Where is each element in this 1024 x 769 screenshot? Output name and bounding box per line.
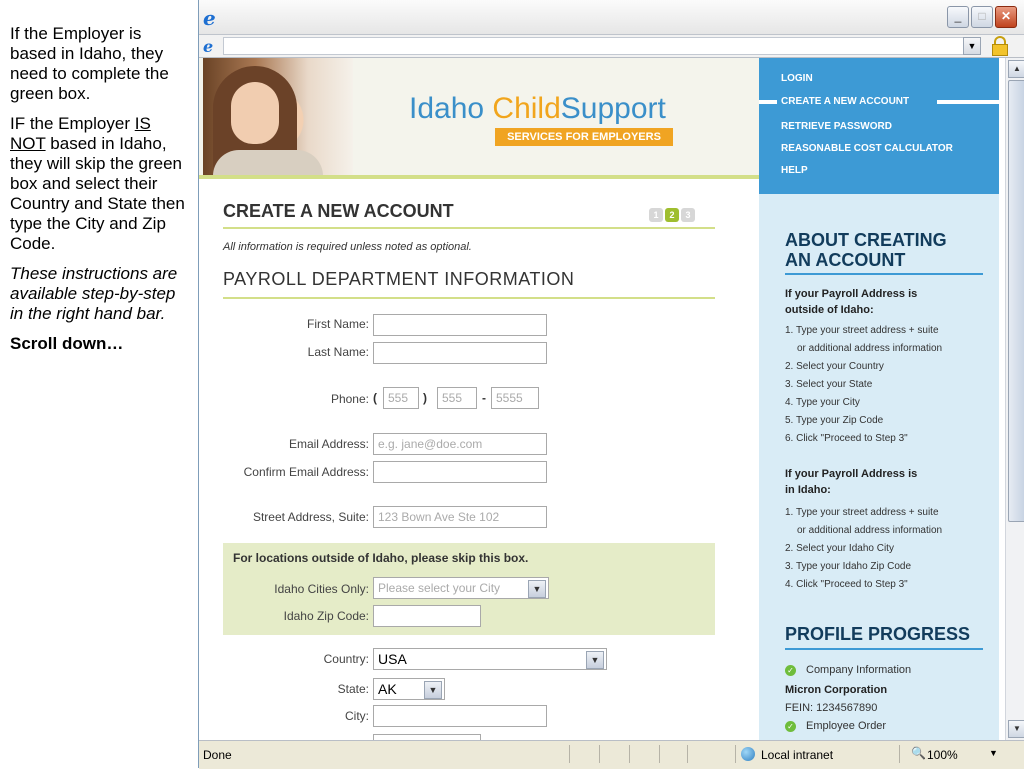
main-form bbox=[199, 179, 759, 740]
confirm-email-input[interactable] bbox=[373, 461, 547, 483]
address-bar bbox=[199, 35, 1024, 58]
progress-divider bbox=[785, 648, 983, 650]
status-divider bbox=[569, 745, 570, 763]
check-icon: ✓ bbox=[785, 721, 796, 732]
globe-icon bbox=[741, 747, 755, 761]
step-indicator bbox=[649, 205, 697, 223]
required-note: All information is required unless noted as optional. bbox=[223, 241, 472, 253]
about-title-line-2: AN ACCOUNT bbox=[785, 250, 906, 270]
services-badge: SERVICES FOR EMPLOYERS bbox=[495, 128, 673, 146]
scroll-down-button[interactable]: ▼ bbox=[1008, 720, 1024, 738]
list-item: 5. Type your Zip Code bbox=[785, 415, 884, 426]
phone-close-paren: ) bbox=[423, 391, 427, 405]
list-item: 4. Click "Proceed to Step 3" bbox=[785, 579, 908, 590]
last-name-input[interactable] bbox=[373, 342, 547, 364]
title-divider bbox=[223, 227, 715, 229]
about-title-line-1: ABOUT CREATING bbox=[785, 230, 947, 250]
page-title: CREATE A NEW ACCOUNT bbox=[223, 201, 454, 221]
top-nav bbox=[759, 58, 999, 194]
idaho-city-select[interactable] bbox=[373, 577, 549, 599]
idaho-zip-input[interactable] bbox=[373, 605, 481, 627]
nav-create-account[interactable]: CREATE A NEW ACCOUNT bbox=[781, 96, 913, 107]
page-content bbox=[199, 58, 1005, 740]
phone-prefix-input[interactable]: 555 bbox=[437, 387, 477, 409]
outside-heading-2: outside of Idaho: bbox=[785, 304, 874, 316]
street-label: Street Address, Suite: bbox=[252, 510, 369, 524]
maximize-button[interactable]: □ bbox=[971, 6, 993, 28]
step-1: 1 bbox=[649, 208, 663, 222]
chevron-down-icon: ▼ bbox=[528, 580, 546, 598]
zoom-level[interactable]: 100% bbox=[927, 748, 958, 762]
browser-window bbox=[198, 0, 1024, 768]
email-input[interactable]: e.g. jane@doe.com bbox=[373, 433, 547, 455]
lock-icon[interactable] bbox=[991, 36, 1007, 54]
list-item: 3. Type your Idaho Zip Code bbox=[785, 561, 912, 572]
step-3: 3 bbox=[681, 208, 695, 222]
company-info-label: Company Information bbox=[806, 664, 912, 676]
progress-title: PROFILE PROGRESS bbox=[785, 624, 971, 644]
list-item: or additional address information bbox=[797, 343, 943, 354]
phone-open-paren: ( bbox=[373, 391, 377, 405]
idaho-cities-label: Idaho Cities Only: bbox=[274, 582, 369, 596]
note-paragraph-1: If the Employer is based in Idaho, they need to complete the green box. bbox=[10, 24, 169, 103]
site-logo[interactable] bbox=[409, 92, 666, 126]
list-item: 1. Type your street address + suite bbox=[785, 507, 939, 518]
confirm-email-label: Confirm Email Address: bbox=[243, 465, 369, 479]
list-item: 3. Select your State bbox=[785, 379, 873, 390]
address-dropdown-button[interactable]: ▼ bbox=[963, 37, 981, 55]
list-item: 2. Select your Idaho City bbox=[785, 543, 894, 554]
step-2: 2 bbox=[665, 208, 679, 222]
first-name-label: First Name: bbox=[306, 317, 369, 331]
company-name: Micron Corporation bbox=[785, 684, 888, 696]
status-text: Done bbox=[203, 748, 232, 762]
site-header bbox=[199, 58, 759, 178]
zoom-icon[interactable]: 🔍 bbox=[911, 746, 926, 760]
section-title: PAYROLL DEPARTMENT INFORMATION bbox=[223, 269, 575, 289]
logo-child: Child bbox=[492, 92, 561, 125]
status-divider bbox=[735, 745, 736, 763]
list-item: 2. Select your Country bbox=[785, 361, 884, 372]
minimize-button[interactable]: _ bbox=[947, 6, 969, 28]
help-sidebar bbox=[759, 194, 999, 740]
first-name-input[interactable] bbox=[373, 314, 547, 336]
idaho-city-select-value: Please select your City bbox=[378, 581, 501, 595]
note-p2-post: based in Idaho, they will skip the green box and select their Country and State then type the City and Zip Code. bbox=[10, 134, 185, 253]
city-label: City: bbox=[345, 709, 369, 723]
check-icon: ✓ bbox=[785, 665, 796, 676]
page-icon: e bbox=[203, 37, 214, 56]
status-divider bbox=[629, 745, 630, 763]
city-input[interactable] bbox=[373, 705, 547, 727]
phone-dash: - bbox=[482, 391, 486, 405]
inside-heading-2: in Idaho: bbox=[785, 484, 831, 496]
email-label: Email Address: bbox=[288, 437, 369, 451]
logo-idaho: Idaho bbox=[409, 92, 493, 125]
list-item: 6. Click "Proceed to Step 3" bbox=[785, 433, 908, 444]
note-paragraph-4: Scroll down… bbox=[10, 334, 124, 353]
idaho-box bbox=[223, 543, 715, 635]
instruction-note bbox=[10, 24, 188, 364]
about-divider bbox=[785, 273, 983, 275]
security-zone: Local intranet bbox=[761, 748, 834, 762]
logo-support: Support bbox=[560, 92, 666, 125]
street-input[interactable]: 123 Bown Ave Ste 102 bbox=[373, 506, 547, 528]
chevron-down-icon: ▼ bbox=[586, 651, 604, 669]
phone-area-input[interactable]: 555 bbox=[383, 387, 419, 409]
nav-help[interactable]: HELP bbox=[781, 165, 808, 176]
employee-order-label: Employee Order bbox=[806, 720, 887, 732]
phone-label: Phone: bbox=[330, 392, 369, 406]
state-label: State: bbox=[337, 682, 369, 696]
ie-icon: e bbox=[203, 6, 216, 30]
status-divider bbox=[687, 745, 688, 763]
section-divider bbox=[223, 297, 715, 299]
chevron-down-icon: ▼ bbox=[424, 681, 442, 699]
nav-login[interactable]: LOGIN bbox=[781, 73, 813, 84]
header-photo bbox=[203, 58, 353, 176]
list-item: 4. Type your City bbox=[785, 397, 860, 408]
status-divider bbox=[659, 745, 660, 763]
zoom-dropdown-icon[interactable]: ▼ bbox=[989, 748, 998, 758]
company-fein: FEIN: 1234567890 bbox=[785, 702, 878, 714]
outside-heading-1: If your Payroll Address is bbox=[785, 288, 918, 300]
note-paragraph-3: These instructions are available step-by-step in the right hand bar. bbox=[10, 264, 178, 323]
nav-cost-calculator[interactable]: REASONABLE COST CALCULATOR bbox=[781, 143, 953, 154]
outside-steps bbox=[785, 322, 942, 448]
country-select-value: USA bbox=[378, 651, 407, 667]
state-select[interactable] bbox=[373, 678, 445, 700]
vertical-scrollbar[interactable] bbox=[1005, 58, 1024, 740]
list-item: or additional address information bbox=[797, 525, 943, 536]
country-label: Country: bbox=[323, 652, 369, 666]
phone-line-input[interactable]: 5555 bbox=[491, 387, 539, 409]
scroll-up-button[interactable]: ▲ bbox=[1008, 60, 1024, 78]
country-select[interactable] bbox=[373, 648, 607, 670]
state-select-value: AK bbox=[378, 681, 397, 697]
note-p2-pre: IF the Employer bbox=[10, 114, 135, 133]
progress-employee-order bbox=[785, 720, 886, 732]
idaho-box-title: For locations outside of Idaho, please skip this box. bbox=[233, 551, 529, 565]
title-bar bbox=[199, 0, 1024, 35]
list-item: 1. Type your street address + suite bbox=[785, 325, 939, 336]
idaho-zip-label: Idaho Zip Code: bbox=[283, 609, 369, 623]
note-paragraph-2 bbox=[10, 114, 188, 254]
status-bar bbox=[199, 740, 1024, 769]
last-name-label: Last Name: bbox=[307, 345, 369, 359]
inside-steps bbox=[785, 504, 942, 594]
scroll-thumb[interactable] bbox=[1008, 80, 1024, 522]
status-divider bbox=[599, 745, 600, 763]
nav-retrieve-password[interactable]: RETRIEVE PASSWORD bbox=[781, 121, 892, 132]
progress-company-info bbox=[785, 664, 911, 676]
status-divider bbox=[899, 745, 900, 763]
inside-heading-1: If your Payroll Address is bbox=[785, 468, 918, 480]
address-input[interactable] bbox=[223, 37, 967, 55]
note-p2-emphasis: IS NOT bbox=[10, 114, 151, 153]
close-button[interactable]: ✕ bbox=[995, 6, 1017, 28]
